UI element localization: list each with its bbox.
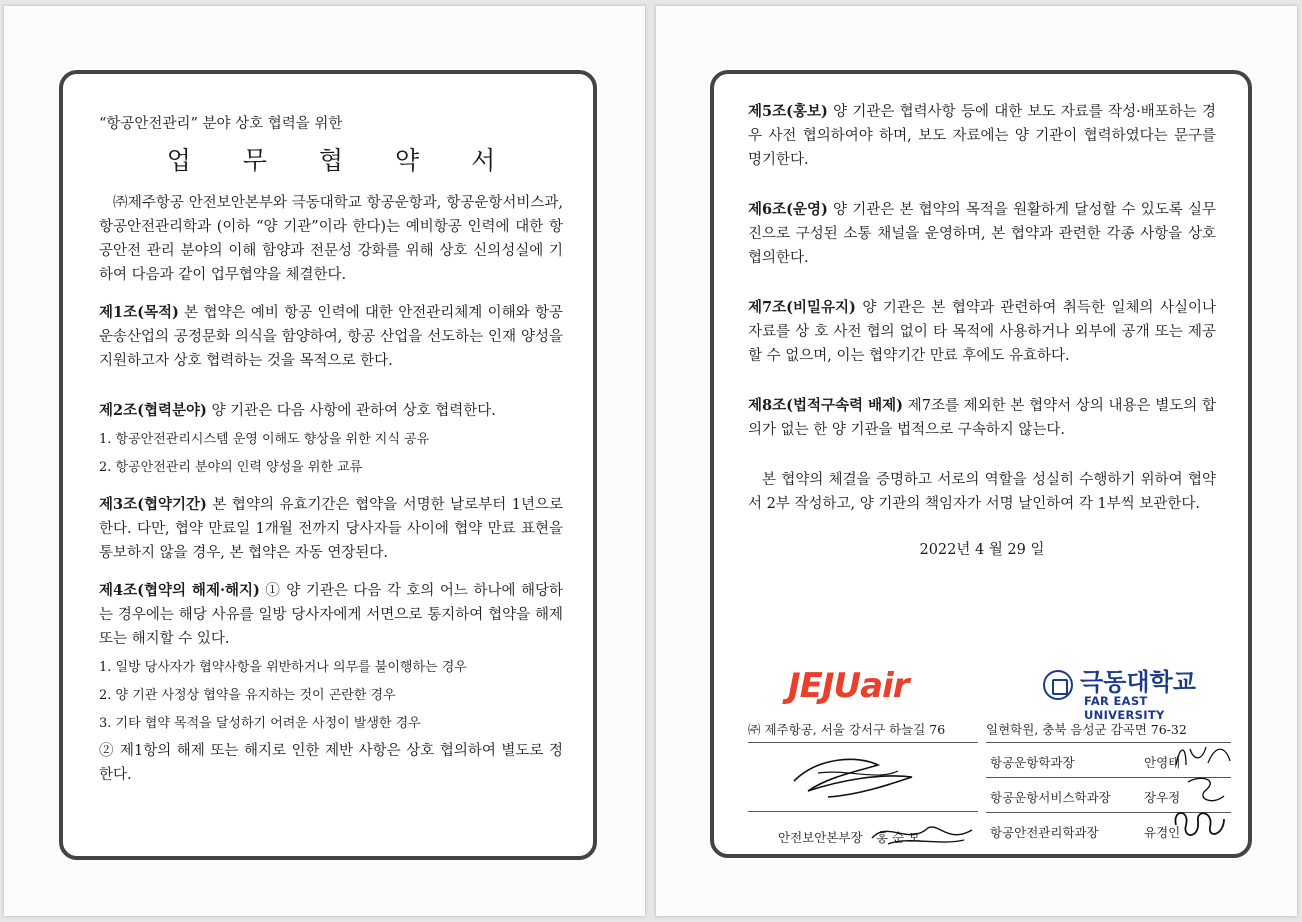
article-6-heading: 제6조(운영) xyxy=(748,201,828,218)
article-2-item-1: 1. 항공안전관리시스템 운영 이해도 향상을 위한 지식 공유 xyxy=(99,432,430,447)
article-1-body: 본 협약은 예비 항공 인력에 대한 안전관리체계 이해와 항공운송산업의 공정문화 의식을 함양하여, 항공 산업을 선도하는 인재 양성을 지원하고자 상호 협력하는 것을 목적으로 한다. xyxy=(99,305,563,369)
jejuair-address: ㈜ 제주항공, 서울 강서구 하늘길 76 xyxy=(748,720,978,743)
article-4-item-2: 2. 양 기관 사정상 협약을 유지하는 것이 곤란한 경우 xyxy=(99,688,396,703)
jejuair-signer-title: 안전보안본부장 xyxy=(778,830,863,845)
left-page-content xyxy=(99,104,563,787)
feu-signature-2-icon xyxy=(1182,772,1228,808)
logo-row xyxy=(748,666,1216,722)
article-2-item-2: 2. 항공안전관리 분야의 인력 양성을 위한 교류 xyxy=(99,460,363,475)
agreement-date: 2022년 4 월 29 일 xyxy=(919,542,1045,558)
right-page xyxy=(656,6,1297,916)
article-4-paragraph-2: ② 제1항의 해제 또는 해지로 인한 제반 사항은 상호 협의하여 별도로 정한다. xyxy=(99,743,563,783)
article-2-heading: 제2조(협력분야) xyxy=(99,402,207,419)
article-1 xyxy=(99,301,563,373)
article-6 xyxy=(748,198,1216,270)
feu-signer-dept-2: 항공운항서비스학과장 xyxy=(990,790,1111,805)
feu-signer-dept-3: 항공안전관리학과장 xyxy=(990,825,1099,840)
agreement-title: 업 무 협 약 서 xyxy=(166,146,518,175)
article-3-body: 본 협약의 유효기간은 협약을 서명한 날로부터 1년으로 한다. 다만, 협약 만료일 1개월 전까지 당사자들 사이에 협약 만료 표현을 통보하지 않을 경우, 본 협약은 자동 연장된다. xyxy=(99,497,563,561)
feu-signer-name-3: 유경인 xyxy=(1144,825,1181,840)
jejuair-signature-icon xyxy=(788,751,918,803)
article-5-body: 양 기관은 협력사항 등에 대한 보도 자료를 작성·배포하는 경우 사전 협의하여야 하며, 보도 자료에는 양 기관이 협력하였다는 문구를 명기한다. xyxy=(748,104,1216,168)
article-2-body: 양 기관은 다음 사항에 관하여 상호 협력한다. xyxy=(206,403,496,419)
feu-logo-korean: 극동대학교 xyxy=(1080,668,1196,696)
jejuair-signature-space xyxy=(748,743,978,812)
article-8-body: 제7조를 제외한 본 협약서 상의 내용은 별도의 합의가 없는 한 양 기관을 법적으로 구속하지 않는다. xyxy=(748,398,1216,438)
preamble: ㈜제주항공 안전보안본부와 극동대학교 항공운항과, 항공운항서비스과, 항공안전관리학과 (이하 “양 기관”이라 한다)는 예비항공 인력에 대한 항공안전 관리 분야의 이해 함양과 전문성 강화를 위해 상호 신의성실에 기하여 다음과 같이 업무협약을 체결한다. xyxy=(99,195,563,283)
article-4-heading: 제4조(협약의 해제·해지) xyxy=(99,582,260,599)
feu-signer-name-1: 안영태 xyxy=(1144,755,1181,770)
feu-address: 일현학원, 충북 음성군 감곡면 76-32 xyxy=(986,720,1231,743)
jejuair-signer-name: 홍 순 모 xyxy=(876,830,921,845)
jejuair-signer-signature-icon xyxy=(868,816,978,850)
feu-signature-1-icon xyxy=(1172,741,1234,771)
jejuair-signer-row xyxy=(748,812,978,852)
feu-signature-column xyxy=(986,720,1231,847)
article-1-heading: 제1조(목적) xyxy=(99,304,179,321)
left-page-frame xyxy=(59,70,597,860)
feu-signer-row-3 xyxy=(986,813,1231,847)
article-5 xyxy=(748,100,1216,172)
article-8-heading: 제8조(법적구속력 배제) xyxy=(748,397,904,414)
article-7 xyxy=(748,296,1216,368)
article-6-body: 양 기관은 본 협약의 목적을 원활하게 달성할 수 있도록 실무진으로 구성된 소통 채널을 운영하며, 본 협약과 관련한 각종 사항을 상호 협의한다. xyxy=(748,202,1216,266)
jejuair-logo: JEJUair xyxy=(788,666,909,706)
jejuair-signature-column xyxy=(748,720,978,852)
article-3-heading: 제3조(협약기간) xyxy=(99,496,207,513)
feu-signature-3-icon xyxy=(1170,805,1228,845)
article-4-item-3: 3. 기타 협약 목적을 달성하기 어려운 사정이 발생한 경우 xyxy=(99,716,421,731)
article-7-heading: 제7조(비밀유지) xyxy=(748,299,856,316)
article-8 xyxy=(748,394,1216,442)
closing-statement: 본 협약의 체결을 증명하고 서로의 역할을 성실히 수행하기 위하여 협약서 2부 작성하고, 양 기관의 책임자가 서명 날인하여 각 1부씩 보관한다. xyxy=(748,472,1216,512)
article-4-body: ① 양 기관은 다음 각 호의 어느 하나에 해당하는 경우에는 해당 사유를 일방 당사자에게 서면으로 통지하여 협약을 해제 또는 해지할 수 있다. xyxy=(99,583,563,647)
article-2 xyxy=(99,399,563,423)
right-page-frame xyxy=(710,70,1252,858)
right-page-content xyxy=(748,100,1216,845)
left-page xyxy=(4,6,645,916)
feu-signer-dept-1: 항공운항학과장 xyxy=(990,755,1075,770)
article-7-body: 양 기관은 본 협약과 관련하여 취득한 일체의 사실이나 자료를 상 호 사전 협의 없이 타 목적에 사용하거나 외부에 공개 또는 제공할 수 없으며, 이는 협약기간 만료 후에도 유효하다. xyxy=(748,300,1216,364)
article-3 xyxy=(99,493,563,565)
article-4-item-1: 1. 일방 당사자가 협약사항을 위반하거나 의무를 불이행하는 경우 xyxy=(99,660,467,675)
feu-logo-english: FAR EAST UNIVERSITY xyxy=(1084,694,1165,722)
article-5-heading: 제5조(홍보) xyxy=(748,103,828,120)
feu-seal-icon xyxy=(1043,670,1073,700)
article-4 xyxy=(99,579,563,651)
agreement-subtitle: “항공안전관리” 분야 상호 협력을 위한 xyxy=(99,116,343,132)
feu-signer-name-2: 장우정 xyxy=(1144,790,1181,805)
